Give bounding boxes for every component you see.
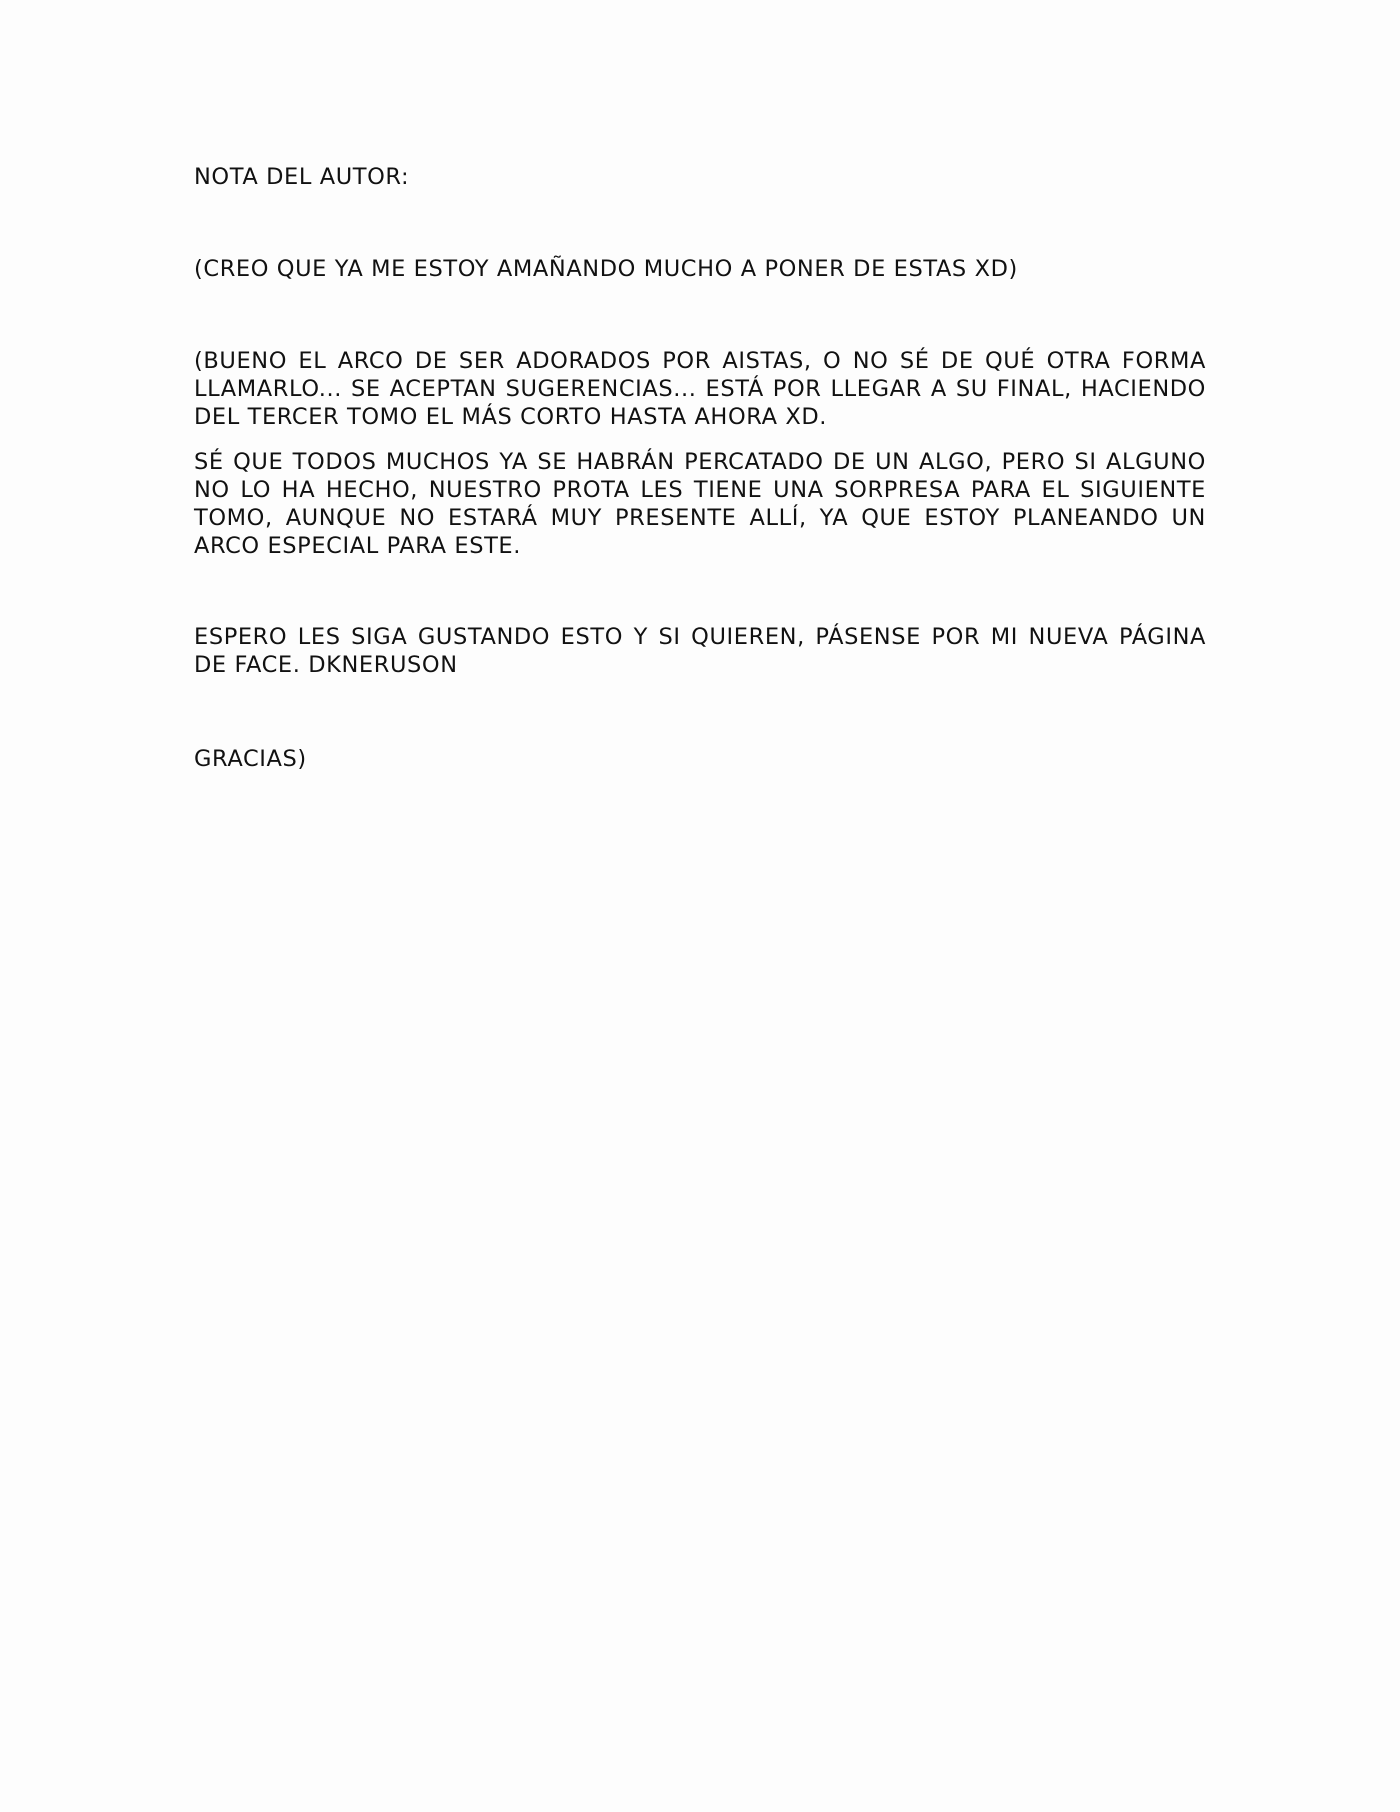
paragraph-3: SÉ QUE TODOS MUCHOS YA SE HABRÁN PERCATADO DE UN ALGO, PERO SI ALGUNO NO LO HA HECHO, NUESTRO PROTA LES TIENE UNA SORPRESA PARA EL SIGUIENTE TOMO, AUNQUE NO ESTARÁ MUY PRESENTE ALLÍ, YA QUE ESTOY PLANEANDO UN ARCO ESPECIAL PARA ESTE. [194, 449, 1206, 559]
paragraph-2: (BUENO EL ARCO DE SER ADORADOS POR AISTAS, O NO SÉ DE QUÉ OTRA FORMA LLAMARLO... SE ACEPTAN SUGERENCIAS... ESTÁ POR LLEGAR A SU FINAL, HACIENDO DEL TERCER TOMO EL MÁS CORTO HASTA AHORA XD. [194, 348, 1206, 430]
paragraph-4: ESPERO LES SIGA GUSTANDO ESTO Y SI QUIEREN, PÁSENSE POR MI NUEVA PÁGINA DE FACE. DKNERUSON [194, 624, 1206, 678]
author-note-heading: NOTA DEL AUTOR: [194, 164, 410, 190]
paragraph-5: GRACIAS) [194, 746, 307, 772]
paragraph-1: (CREO QUE YA ME ESTOY AMAÑANDO MUCHO A PONER DE ESTAS XD) [194, 256, 1018, 282]
